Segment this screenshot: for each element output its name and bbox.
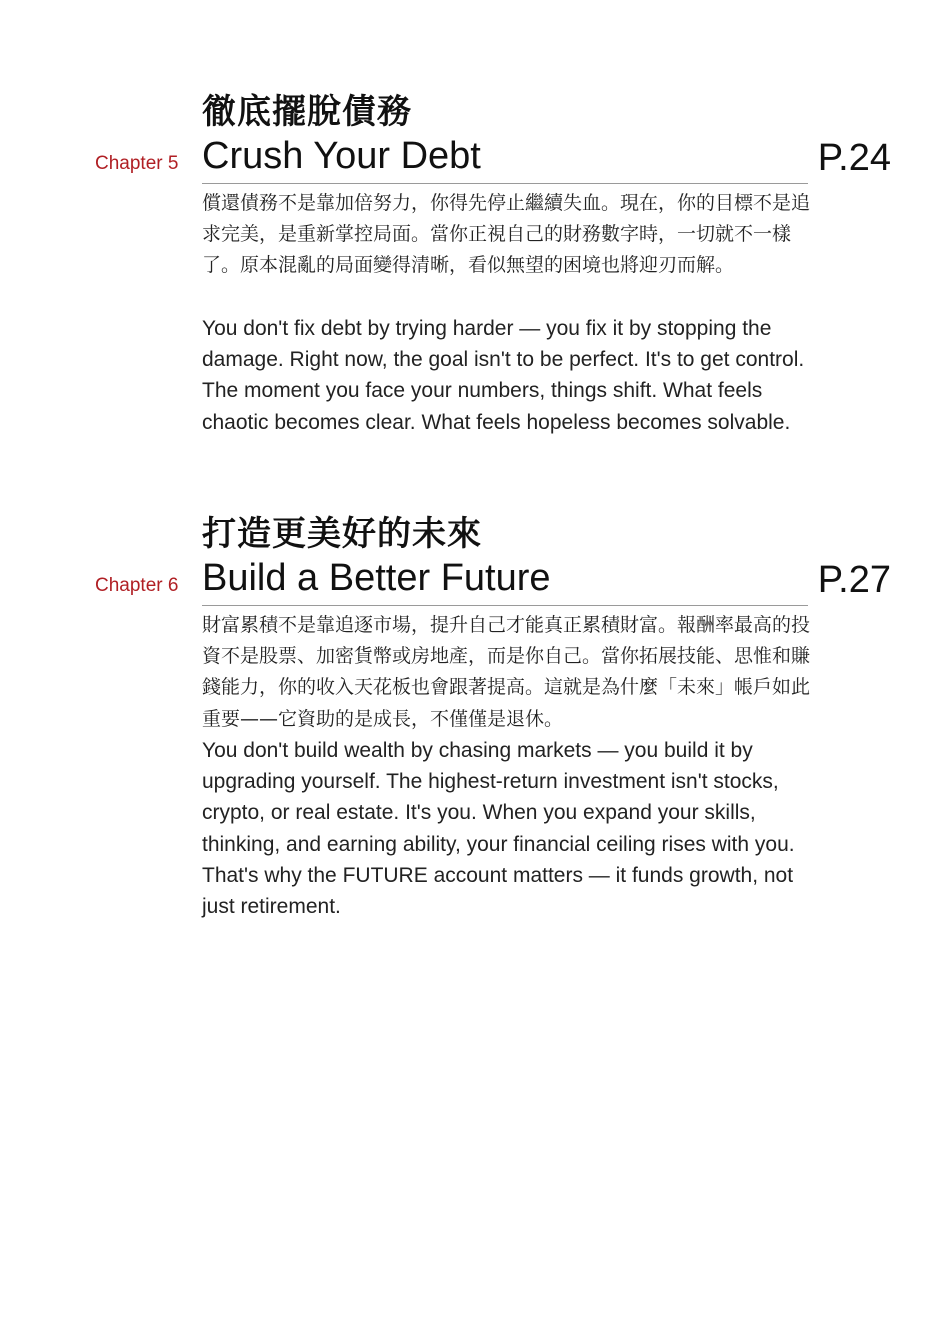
chapter-title-zh: 徹底擺脫債務: [202, 92, 412, 132]
chapter-summary-zh: 償還債務不是靠加倍努力，你得先停止繼續失血。現在，你的目標不是追求完美，是重新掌控局面。當你正視自己的財務數字時，一切就不一樣了。原本混亂的局面變得清晰，看似無望的困境也將迎刃而解。: [202, 192, 811, 277]
page-number: P.24: [817, 137, 891, 179]
chapter-summary-zh: 財富累積不是靠追逐市場，提升自己才能真正累積財富。報酬率最高的投資不是股票、加密貨幣或房地產，而是你自己。當你拓展技能、思惟和賺錢能力，你的收入天花板也會跟著提高。這就是為什麼「未來」帳戶如此重要——它資助的是成長，不僅僅是退休。: [202, 614, 811, 730]
chapter-title-en: Build a Better Future: [202, 557, 551, 599]
page-number: P.27: [817, 559, 891, 601]
chapter-label: Chapter 6: [95, 575, 179, 596]
title-divider: [202, 183, 808, 184]
chapter-summary-en: You don't fix debt by trying harder — you fix it by stopping the damage. Right now, the goal isn't to be perfect. It's to get control. The moment you face your numbers, things shift. What feels chaotic becomes clear. What feels hopeless becomes solvable.: [202, 317, 805, 434]
chapter-title-zh: 打造更美好的未來: [202, 514, 482, 554]
chapter-title-en: Crush Your Debt: [202, 135, 481, 177]
chapter-summary-en: You don't build wealth by chasing markets — you build it by upgrading yourself. The highest-return investment isn't stocks, crypto, or real estate. It's you. When you expand your skills, thinking, and earning ability, your financial ceiling rises with you. That's why the FUTURE account matters — it funds growth, not just retirement.: [202, 739, 795, 919]
chapter-label: Chapter 5: [95, 153, 179, 174]
title-divider: [202, 605, 808, 606]
